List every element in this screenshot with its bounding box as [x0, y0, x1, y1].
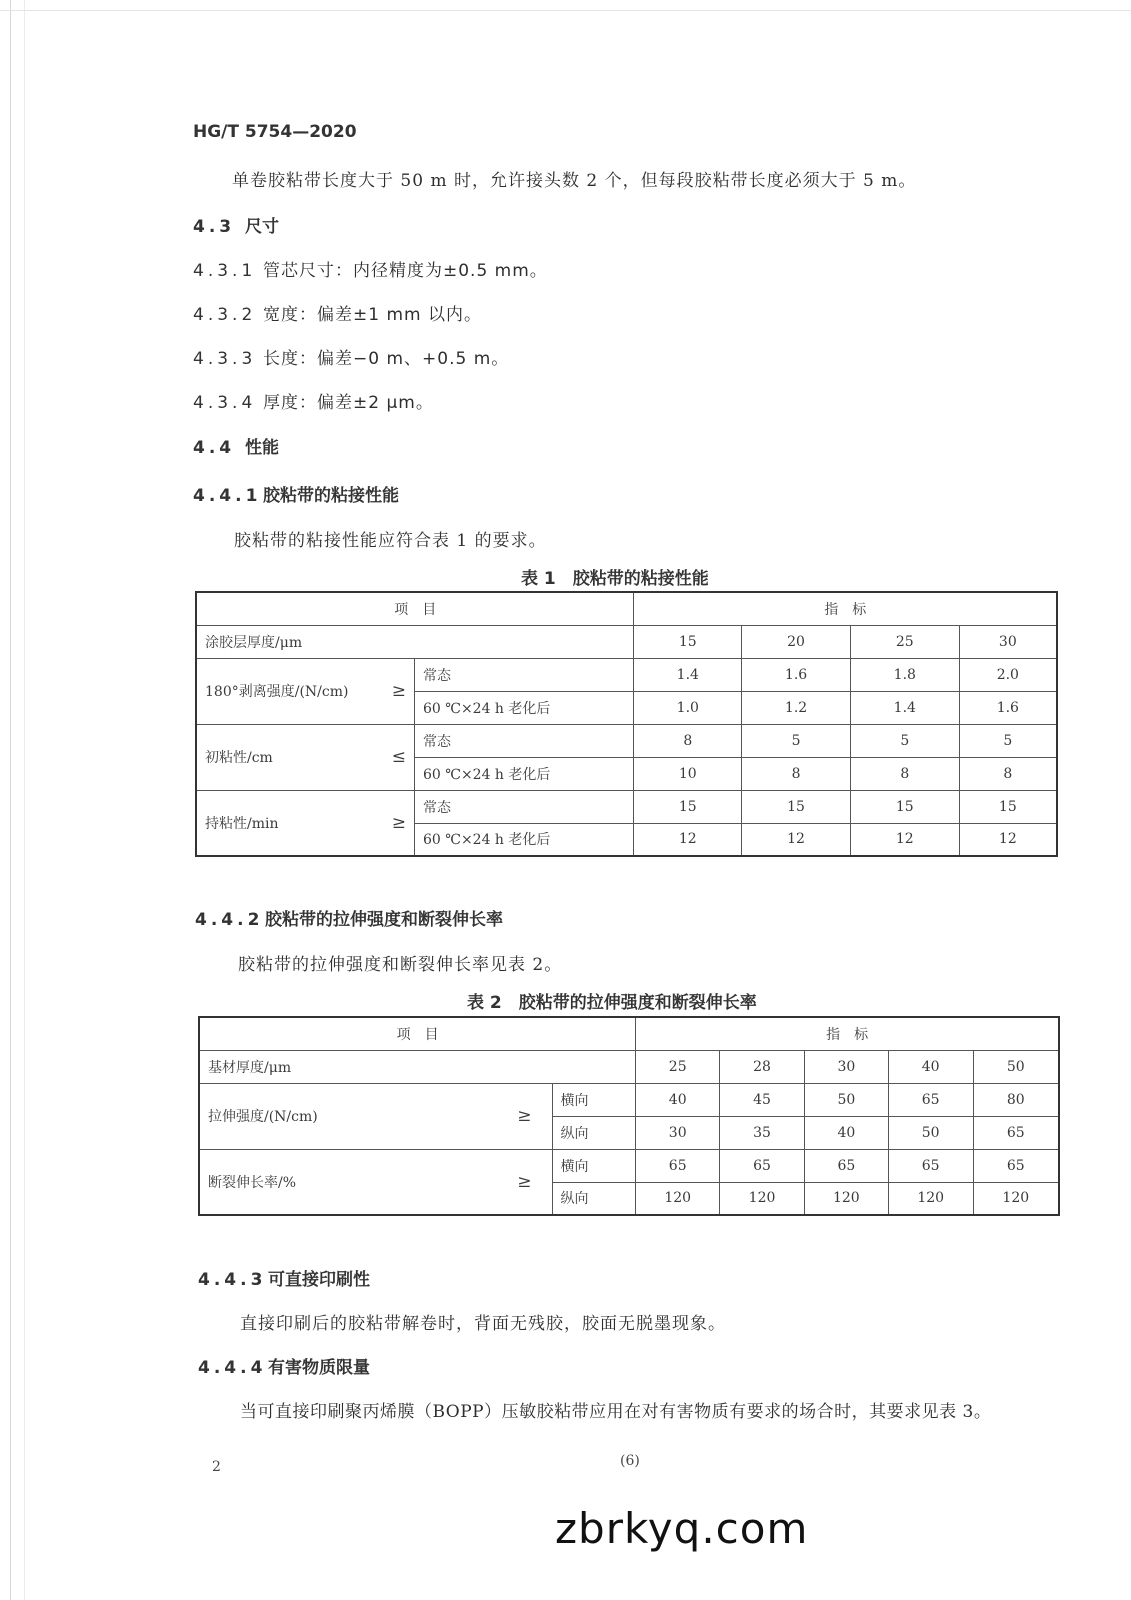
table-cell: 30: [804, 1050, 888, 1083]
table-cell: 1.8: [850, 658, 959, 691]
page-edge-line: [0, 10, 1131, 11]
table-cell: 40: [636, 1083, 720, 1116]
clause-number: 4.3.3: [193, 349, 257, 369]
tensile-label: 拉伸强度/(N/cm): [208, 1109, 318, 1125]
clause-text: 宽度：偏差±1 mm 以内。: [263, 305, 482, 325]
table-cell: 15: [850, 790, 959, 823]
table-2: [198, 1016, 1060, 1216]
clause-number: 4.3.4: [193, 393, 257, 413]
table-cell: 15: [634, 625, 742, 658]
table-cell: 5: [959, 724, 1057, 757]
clause-4-3-3: [193, 344, 509, 369]
direction-cell: 横向: [552, 1083, 636, 1116]
section-4-4-1-heading: [193, 481, 399, 506]
peel-label: 180°剥离强度/(N/cm): [205, 684, 349, 700]
table-cell: 120: [888, 1182, 973, 1215]
table-cell: 30: [636, 1116, 720, 1149]
watermark-text: zbrkyq.com: [555, 1504, 809, 1553]
table-cell: 35: [720, 1116, 805, 1149]
table-cell: 40: [804, 1116, 888, 1149]
section-4-4-4-text: 当可直接印刷聚丙烯膜（BOPP）压敏胶粘带应用在对有害物质有要求的场合时，其要求见表 3。: [240, 1402, 992, 1422]
table-cell: 120: [804, 1182, 888, 1215]
section-number: 4.4: [193, 438, 236, 458]
document-standard-number: HG/T 5754—2020: [193, 122, 357, 142]
table-cell: 1.6: [959, 691, 1057, 724]
header-item: 项 目: [196, 592, 634, 625]
direction-cell: 纵向: [552, 1116, 636, 1149]
header-index: 指 标: [634, 592, 1057, 625]
clause-4-3-1: [193, 256, 548, 281]
section-title: 有害物质限量: [268, 1358, 370, 1378]
table-cell: 65: [720, 1149, 805, 1182]
table-cell: 50: [973, 1050, 1059, 1083]
table-cell: 80: [973, 1083, 1059, 1116]
header-item: 项 目: [199, 1017, 636, 1050]
row-label: [196, 658, 415, 724]
section-title: 胶粘带的粘接性能: [263, 486, 399, 506]
table-cell: 45: [720, 1083, 805, 1116]
table-cell: 5: [850, 724, 959, 757]
section-4-4-3-heading: [198, 1265, 370, 1290]
symbol: ≥: [391, 812, 407, 833]
table-1-caption: 表 1 胶粘带的粘接性能: [521, 569, 709, 589]
condition-cell: 60 ℃×24 h 老化后: [415, 691, 634, 724]
table-cell: 12: [634, 823, 742, 856]
table-2-caption: 表 2 胶粘带的拉伸强度和断裂伸长率: [467, 993, 757, 1013]
page-number: 2: [212, 1459, 221, 1475]
clause-4-3-4: [193, 388, 434, 413]
section-title: 性能: [245, 438, 279, 458]
table-cell: 65: [973, 1116, 1059, 1149]
table-cell: 65: [888, 1149, 973, 1182]
section-4-3-heading: [193, 212, 279, 237]
clause-4-3-2: [193, 300, 482, 325]
table-cell: 8: [742, 757, 851, 790]
table-cell: 1.0: [634, 691, 742, 724]
direction-cell: 纵向: [552, 1182, 636, 1215]
symbol: ≥: [517, 1106, 532, 1126]
table-cell: 30: [959, 625, 1057, 658]
section-number: 4.4.4: [198, 1358, 267, 1378]
clause-text: 长度：偏差−0 m、+0.5 m。: [263, 349, 510, 369]
condition-cell: 常态: [415, 724, 634, 757]
table-cell: 65: [973, 1149, 1059, 1182]
table-cell: 10: [634, 757, 742, 790]
table-cell: 8: [634, 724, 742, 757]
table-cell: 28: [720, 1050, 805, 1083]
table-cell: 50: [804, 1083, 888, 1116]
row-label: [196, 724, 415, 790]
tack-label: 初粘性/cm: [205, 750, 273, 766]
section-title: 胶粘带的拉伸强度和断裂伸长率: [265, 910, 503, 930]
section-number: 4.4.3: [198, 1270, 267, 1290]
row-label: 涂胶层厚度/μm: [196, 625, 634, 658]
table-cell: 20: [742, 625, 851, 658]
table-cell: 12: [959, 823, 1057, 856]
page-edge-line: [24, 0, 25, 1600]
section-4-4-heading: [193, 433, 279, 458]
row-label: 基材厚度/μm: [199, 1050, 636, 1083]
section-4-4-2-text: 胶粘带的拉伸强度和断裂伸长率见表 2。: [238, 955, 563, 975]
condition-cell: 60 ℃×24 h 老化后: [415, 757, 634, 790]
table-cell: 25: [636, 1050, 720, 1083]
intro-paragraph: 单卷胶粘带长度大于 50 m 时，允许接头数 2 个，但每段胶粘带长度必须大于 5 m。: [232, 171, 917, 191]
table-cell: 120: [636, 1182, 720, 1215]
page-edge-line: [10, 0, 11, 1600]
section-number: 4.3: [193, 217, 236, 237]
clause-text: 厚度：偏差±2 μm。: [263, 393, 434, 413]
section-4-4-4-heading: [198, 1353, 370, 1378]
table-cell: 65: [636, 1149, 720, 1182]
symbol: ≤: [391, 747, 407, 767]
table-cell: 120: [973, 1182, 1059, 1215]
condition-cell: 常态: [415, 658, 634, 691]
table-cell: 1.4: [634, 658, 742, 691]
clause-number: 4.3.2: [193, 305, 257, 325]
table-1: [195, 591, 1058, 857]
table-cell: 15: [634, 790, 742, 823]
section-4-4-1-text: 胶粘带的粘接性能应符合表 1 的要求。: [234, 531, 547, 551]
section-number: 4.4.1: [193, 486, 262, 506]
row-label: [199, 1083, 552, 1149]
table-cell: 40: [888, 1050, 973, 1083]
section-number: 4.4.2: [195, 910, 264, 930]
symbol: ≥: [391, 681, 407, 701]
table-cell: 50: [888, 1116, 973, 1149]
symbol: ≥: [517, 1171, 532, 1192]
section-4-4-3-text: 直接印刷后的胶粘带解卷时，背面无残胶，胶面无脱墨现象。: [240, 1314, 726, 1334]
table-cell: 1.6: [742, 658, 851, 691]
table-cell: 8: [959, 757, 1057, 790]
table-cell: 25: [850, 625, 959, 658]
hold-label: 持粘性/min: [205, 815, 279, 832]
section-title: 尺寸: [245, 217, 279, 237]
section-4-4-2-heading: [195, 905, 503, 930]
clause-text: 管芯尺寸：内径精度为±0.5 mm。: [263, 261, 548, 281]
table-cell: 5: [742, 724, 851, 757]
section-title: 可直接印刷性: [268, 1270, 370, 1290]
table-cell: 15: [742, 790, 851, 823]
table-cell: 15: [959, 790, 1057, 823]
clause-number: 4.3.1: [193, 261, 257, 281]
table-cell: 2.0: [959, 658, 1057, 691]
condition-cell: 60 ℃×24 h 老化后: [415, 823, 634, 856]
table-cell: 120: [720, 1182, 805, 1215]
row-label: [199, 1149, 552, 1215]
condition-cell: 常态: [415, 790, 634, 823]
table-cell: 1.4: [850, 691, 959, 724]
overall-page-number: (6): [620, 1453, 640, 1469]
table-cell: 1.2: [742, 691, 851, 724]
table-cell: 12: [850, 823, 959, 856]
row-label: [196, 790, 415, 856]
elongation-label: 断裂伸长率/%: [208, 1174, 297, 1191]
table-cell: 65: [888, 1083, 973, 1116]
header-index: 指 标: [636, 1017, 1059, 1050]
direction-cell: 横向: [552, 1149, 636, 1182]
table-cell: 8: [850, 757, 959, 790]
table-cell: 12: [742, 823, 851, 856]
table-cell: 65: [804, 1149, 888, 1182]
